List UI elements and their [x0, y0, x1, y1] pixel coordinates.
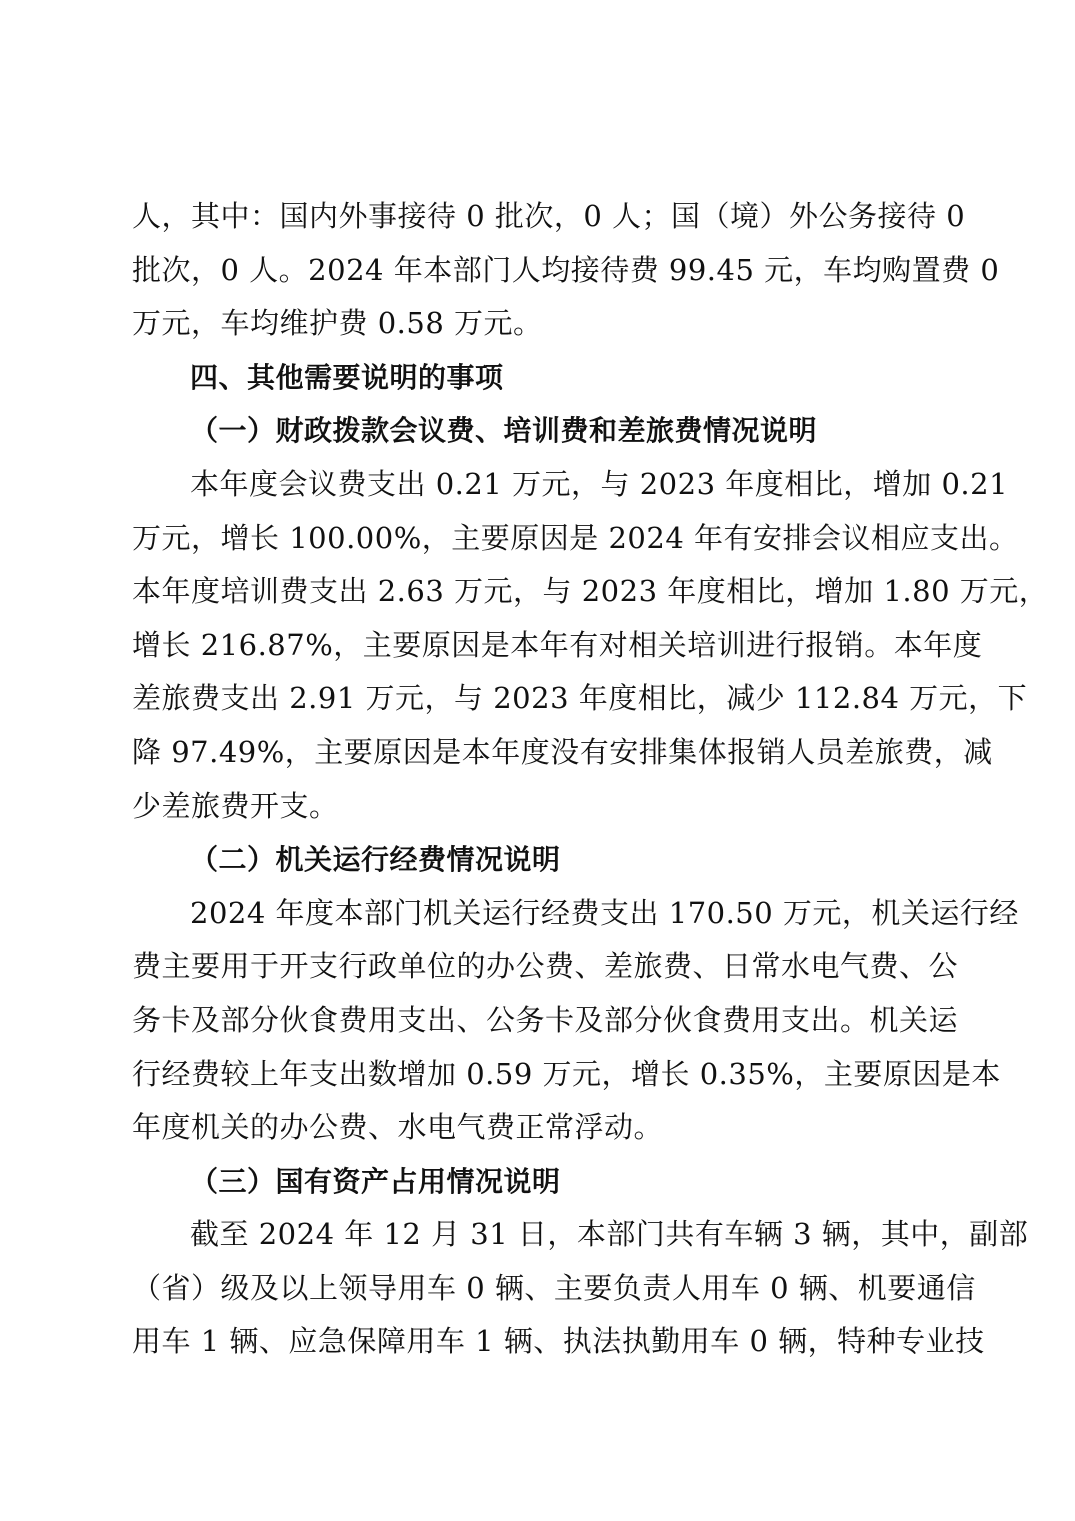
subsection-heading: （一）财政拨款会议费、培训费和差旅费情况说明 — [190, 414, 818, 448]
paragraph-line: 少差旅费开支。 — [132, 788, 339, 823]
paragraph-line: 本年度培训费支出 2.63 万元，与 2023 年度相比，增加 1.80 万元， — [132, 574, 1049, 609]
paragraph-line: 费主要用于开支行政单位的办公费、差旅费、日常水电气费、公 — [132, 949, 959, 984]
paragraph-line: 降 97.49%，主要原因是本年度没有安排集体报销人员差旅费，减 — [132, 734, 993, 769]
paragraph-line: 增长 216.87%，主要原因是本年有对相关培训进行报销。本年度 — [132, 627, 983, 662]
document-body — [132, 190, 1049, 1369]
paragraph-line: 批次，0 人。2024 年本部门人均接待费 99.45 元，车均购置费 0 — [132, 252, 1000, 287]
paragraph-line: 行经费较上年支出数增加 0.59 万元，增长 0.35%，主要原因是本 — [132, 1056, 1001, 1091]
paragraph-line: 2024 年度本部门机关运行经费支出 170.50 万元，机关运行经 — [190, 895, 1019, 930]
paragraph-line: 务卡及部分伙食费用支出、公务卡及部分伙食费用支出。机关运 — [132, 1002, 959, 1037]
subsection-heading: （三）国有资产占用情况说明 — [190, 1164, 561, 1198]
paragraph-line: 用车 1 辆、应急保障用车 1 辆、执法执勤用车 0 辆，特种专业技 — [132, 1324, 985, 1359]
paragraph-line: 截至 2024 年 12 月 31 日，本部门共有车辆 3 辆，其中，副部 — [190, 1217, 1029, 1252]
paragraph-line: 年度机关的办公费、水电气费正常浮动。 — [132, 1110, 664, 1145]
paragraph-line: 本年度会议费支出 0.21 万元，与 2023 年度相比，增加 0.21 — [190, 466, 1009, 501]
section-heading: 四、其他需要说明的事项 — [190, 360, 504, 394]
paragraph-line: 万元，增长 100.00%，主要原因是 2024 年有安排会议相应支出。 — [132, 520, 1019, 555]
paragraph-line: （省）级及以上领导用车 0 辆、主要负责人用车 0 辆、机要通信 — [132, 1270, 976, 1305]
paragraph-line: 万元，车均维护费 0.58 万元。 — [132, 306, 543, 341]
subsection-heading: （二）机关运行经费情况说明 — [190, 843, 561, 877]
paragraph-line: 差旅费支出 2.91 万元，与 2023 年度相比，减少 112.84 万元，下 — [132, 681, 1028, 716]
paragraph-line: 人，其中：国内外事接待 0 批次，0 人；国（境）外公务接待 0 — [132, 199, 966, 233]
